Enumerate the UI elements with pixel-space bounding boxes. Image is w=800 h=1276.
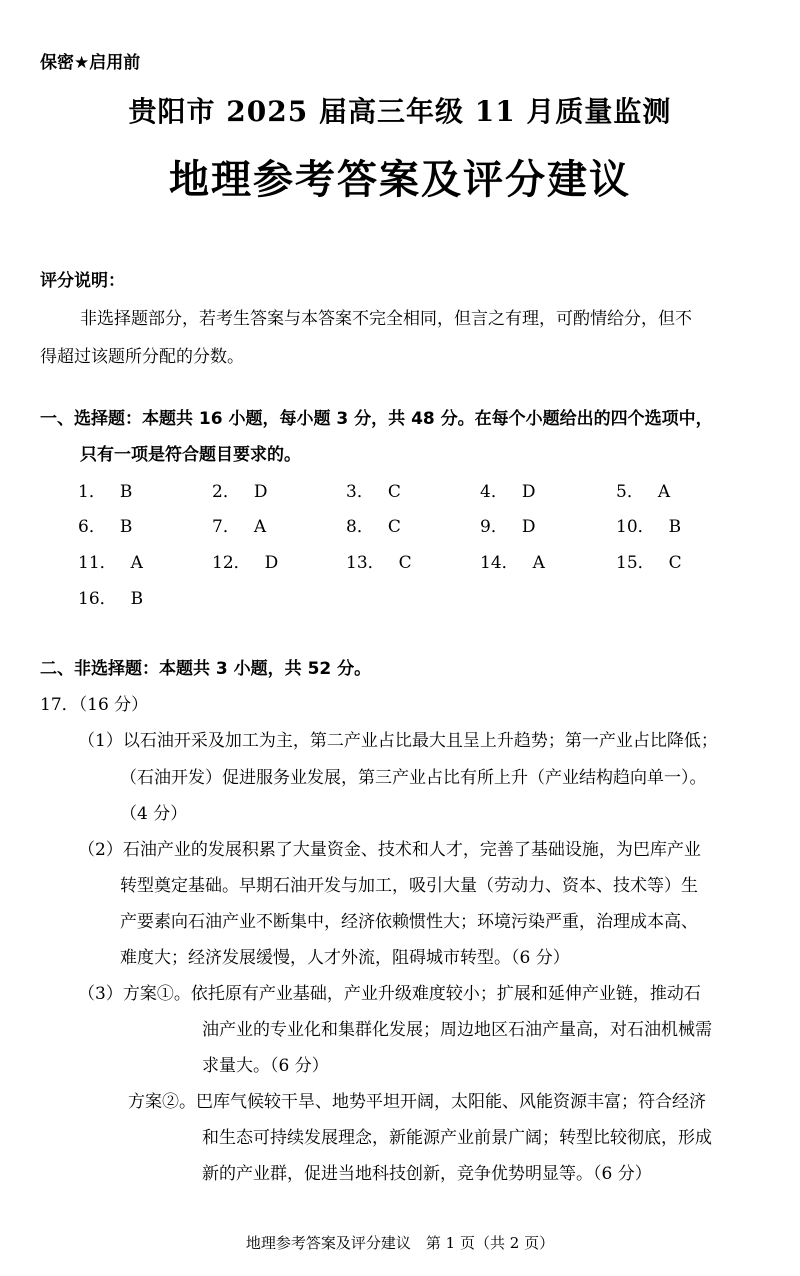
answer-item: 10． B	[616, 517, 682, 537]
document-subtitle: 地理参考答案及评分建议	[169, 156, 631, 203]
q17-part3-line: 油产业的专业化和集群化发展；周边地区石油产量高，对石油机械需	[202, 1020, 712, 1040]
q17-part2-line: 转型奠定基础。早期石油开发与加工，吸引大量（劳动力、资本、技术等）生	[120, 876, 698, 896]
answer-item: 8． C	[346, 517, 401, 537]
answer-item: 6． B	[78, 517, 133, 537]
scoring-note-line: 非选择题部分，若考生答案与本答案不完全相同，但言之有理，可酌情给分，但不	[80, 309, 692, 329]
answer-item: 15． C	[616, 553, 682, 573]
answer-item: 11． A	[78, 553, 143, 573]
q17-part1-line: （石油开发）促进服务业发展，第三产业占比有所上升（产业结构趋向单一）。	[120, 768, 707, 788]
q17-part2-line: 难度大；经济发展缓慢，人才外流，阻碍城市转型。（6 分）	[120, 948, 570, 968]
q17-part3-line: 求量大。（6 分）	[202, 1056, 329, 1076]
answer-item: 14． A	[480, 553, 545, 573]
section1-heading-cont: 只有一项是符合题目要求的。	[80, 445, 301, 465]
page-footer: 地理参考答案及评分建议 第 1 页（共 2 页）	[245, 1234, 555, 1252]
section2-heading: 二、非选择题：本题共 3 小题，共 52 分。	[40, 659, 372, 679]
q17-part1-line: （4 分）	[120, 804, 188, 824]
q17-part2-line: 产要素向石油产业不断集中，经济依赖惯性大；环境污染严重，治理成本高、	[120, 912, 698, 932]
answer-item: 1． B	[78, 482, 133, 502]
section1-heading: 一、选择题：本题共 16 小题，每小题 3 分，共 48 分。在每个小题给出的四个选项中，	[40, 409, 713, 429]
confidential-label: 保密★启用前	[40, 53, 141, 73]
answer-item: 4． D	[480, 482, 536, 502]
q17-part2-line: （2）石油产业的发展积累了大量资金、技术和人才，完善了基础设施，为巴库产业	[78, 840, 701, 860]
answer-item: 13． C	[346, 553, 412, 573]
answer-item: 12． D	[212, 553, 279, 573]
q17-part3-line: 新的产业群，促进当地科技创新，竞争优势明显等。（6 分）	[202, 1164, 652, 1184]
exam-title: 贵阳市 2025 届高三年级 11 月质量监测	[128, 95, 672, 128]
q17-part3-line: （3）方案①。依托原有产业基础，产业升级难度较小；扩展和延伸产业链，推动石	[78, 984, 701, 1004]
scoring-note-heading: 评分说明：	[40, 271, 125, 291]
answer-item: 7． A	[212, 517, 267, 537]
answer-item: 2． D	[212, 482, 268, 502]
answer-item: 9． D	[480, 517, 536, 537]
q17-part3-line: 方案②。巴库气候较干旱、地势平坦开阔，太阳能、风能资源丰富；符合经济	[128, 1092, 706, 1112]
answer-item: 3． C	[346, 482, 401, 502]
question-17-label: 17．（16 分）	[40, 695, 149, 715]
scoring-note-line: 得超过该题所分配的分数。	[40, 347, 244, 367]
q17-part3-line: 和生态可持续发展理念，新能源产业前景广阔；转型比较彻底，形成	[202, 1128, 712, 1148]
q17-part1-line: （1）以石油开采及加工为主，第二产业占比最大且呈上升趋势；第一产业占比降低；	[78, 731, 718, 751]
answer-item: 16． B	[78, 589, 144, 609]
answer-item: 5． A	[616, 482, 671, 502]
